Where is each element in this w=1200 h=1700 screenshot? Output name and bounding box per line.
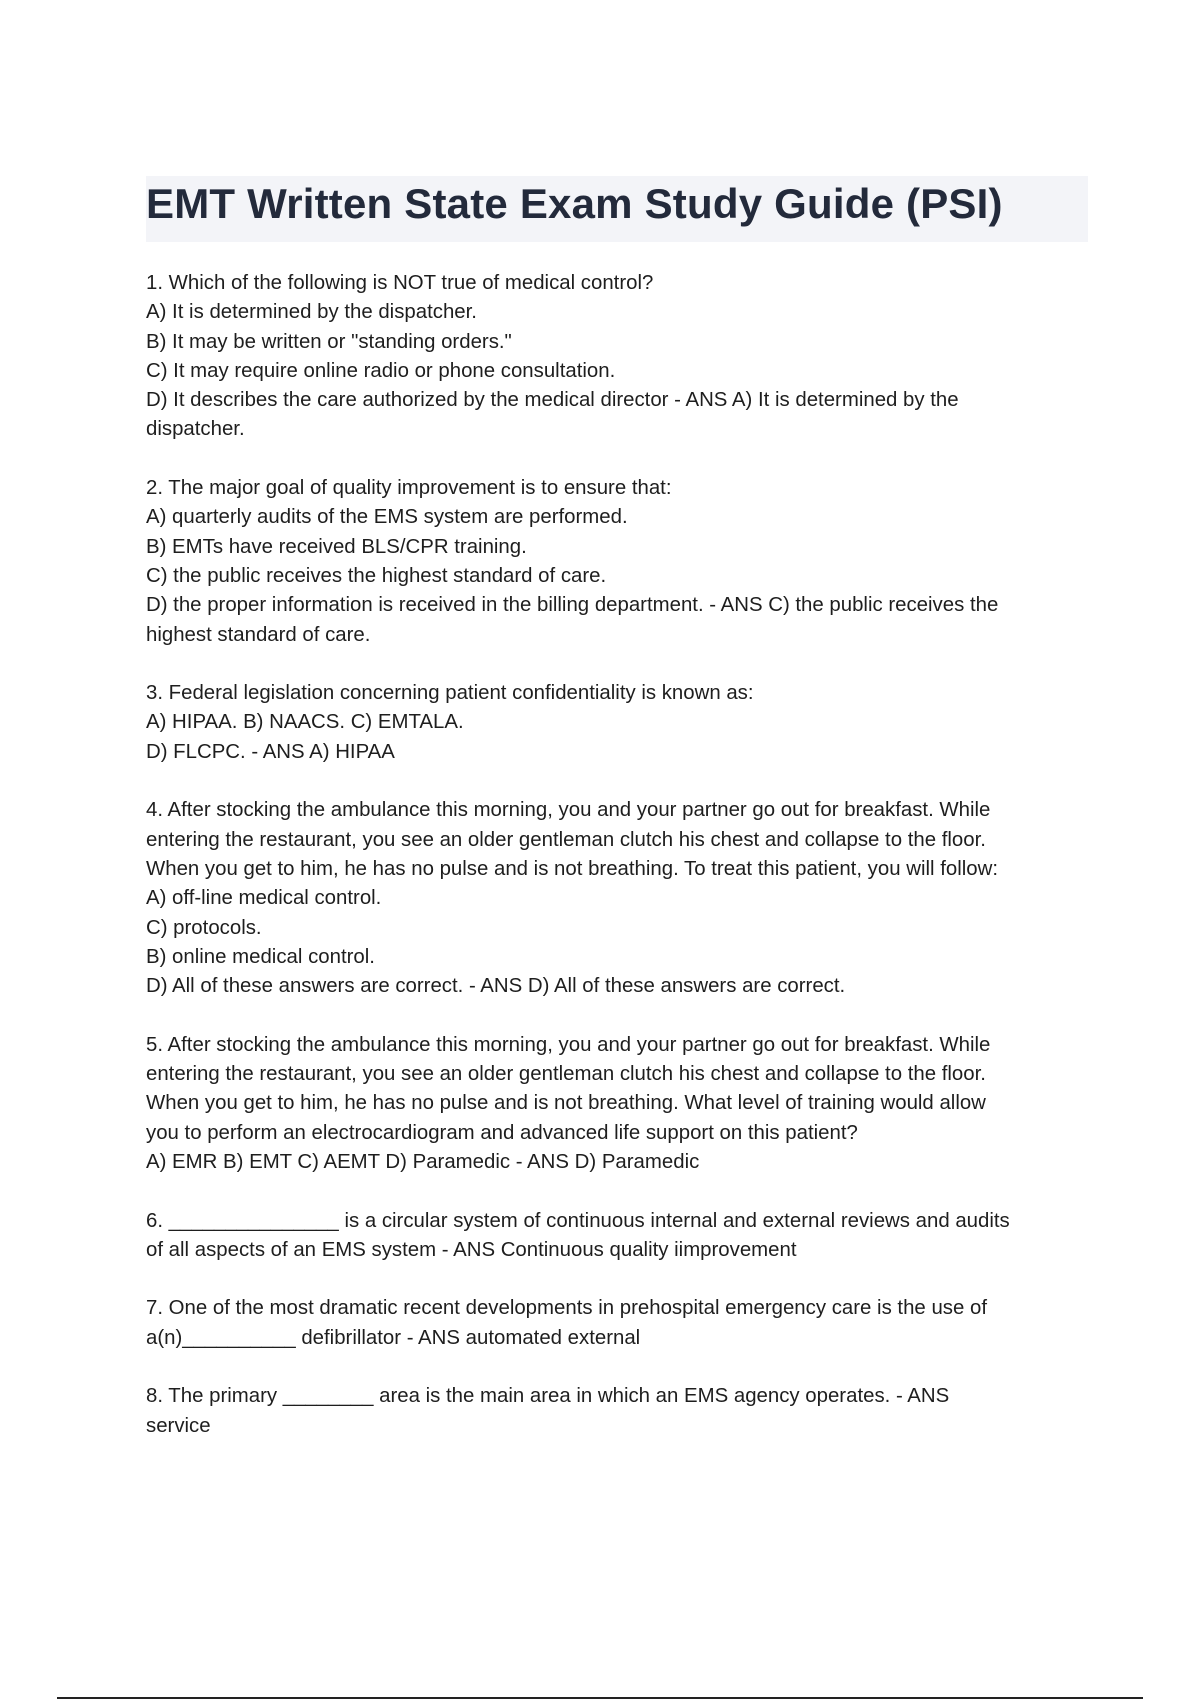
question-line: 8. The primary ________ area is the main area in which an EMS agency operates. - ANS xyxy=(146,1385,950,1408)
answer-option: A) HIPAA. B) NAACS. C) EMTALA. xyxy=(146,711,464,734)
document-title: EMT Written State Exam Study Guide (PSI) xyxy=(146,180,1003,227)
question-7 xyxy=(146,1294,1086,1353)
answer-option: D) It describes the care authorized by the medical director - ANS A) It is determined by the xyxy=(146,389,959,412)
answer-option: A) EMR B) EMT C) AEMT D) Paramedic - ANS D) Paramedic xyxy=(146,1150,700,1173)
question-line: 6. _______________ is a circular system of continuous internal and external reviews and audits xyxy=(146,1209,1010,1232)
question-1 xyxy=(146,269,1086,445)
question-line: entering the restaurant, you see an older gentleman clutch his chest and collapse to the floor. xyxy=(146,1063,986,1086)
question-5 xyxy=(146,1031,1086,1177)
question-4 xyxy=(146,796,1086,1001)
answer-option: A) off-line medical control. xyxy=(146,887,382,910)
question-6 xyxy=(146,1207,1086,1266)
answer-option: D) All of these answers are correct. - ANS D) All of these answers are correct. xyxy=(146,975,846,998)
answer-option: B) It may be written or "standing orders." xyxy=(146,330,512,353)
answer-option: D) the proper information is received in the billing department. - ANS C) the public receives the xyxy=(146,594,999,617)
answer-continuation: dispatcher. xyxy=(146,418,245,441)
question-3 xyxy=(146,679,1086,767)
answer-option: C) protocols. xyxy=(146,916,262,939)
question-line: entering the restaurant, you see an older gentleman clutch his chest and collapse to the floor. xyxy=(146,828,986,851)
question-line: 1. Which of the following is NOT true of medical control? xyxy=(146,272,654,294)
answer-option: B) online medical control. xyxy=(146,945,375,968)
answer-option: A) It is determined by the dispatcher. xyxy=(146,301,477,324)
page-bottom-rule xyxy=(57,1697,1143,1699)
answer-option: C) It may require online radio or phone consultation. xyxy=(146,359,616,382)
question-line: 4. After stocking the ambulance this morning, you and your partner go out for breakfast. While xyxy=(146,799,991,822)
question-line: 5. After stocking the ambulance this morning, you and your partner go out for breakfast. While xyxy=(146,1033,991,1056)
answer-continuation: of all aspects of an EMS system - ANS Continuous quality iimprovement xyxy=(146,1238,797,1261)
answer-continuation: service xyxy=(146,1414,211,1437)
question-line: you to perform an electrocardiogram and advanced life support on this patient? xyxy=(146,1121,858,1144)
question-line: 2. The major goal of quality improvement is to ensure that: xyxy=(146,477,672,500)
answer-option: B) EMTs have received BLS/CPR training. xyxy=(146,535,527,558)
answer-option: C) the public receives the highest standard of care. xyxy=(146,564,607,587)
question-line: When you get to him, he has no pulse and is not breathing. What level of training would allow xyxy=(146,1092,986,1115)
answer-continuation: a(n)__________ defibrillator - ANS automated external xyxy=(146,1326,641,1349)
question-line: When you get to him, he has no pulse and is not breathing. To treat this patient, you will follow: xyxy=(146,857,998,880)
answer-option: D) FLCPC. - ANS A) HIPAA xyxy=(146,740,395,763)
question-line: 3. Federal legislation concerning patient confidentiality is known as: xyxy=(146,682,754,705)
question-2 xyxy=(146,474,1086,650)
answer-continuation: highest standard of care. xyxy=(146,623,371,646)
question-8 xyxy=(146,1382,1086,1441)
answer-option: A) quarterly audits of the EMS system are performed. xyxy=(146,506,628,529)
question-line: 7. One of the most dramatic recent developments in prehospital emergency care is the use of xyxy=(146,1297,987,1320)
question-list xyxy=(146,269,1086,1470)
